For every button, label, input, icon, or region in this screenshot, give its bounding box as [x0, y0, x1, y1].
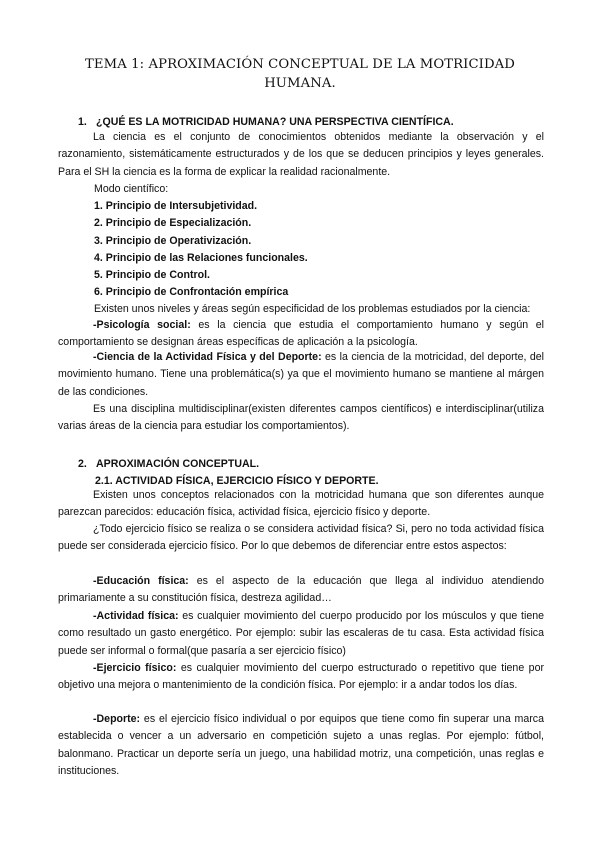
- section-1-heading: [78, 116, 454, 128]
- paragraph-educacion-fisica: -Educación física: es el aspecto de la educación que llega al individuo atendiendo primariamente a su constitución física, destreza agilidad…: [58, 575, 544, 605]
- principle-item: 1. Principio de Intersubjetividad.: [94, 200, 258, 212]
- principle-item: 5. Principio de Control.: [94, 269, 210, 281]
- principle-item: 2. Principio de Especialización.: [94, 217, 252, 229]
- section-2-heading: [78, 458, 259, 470]
- term-psicologia-social: -Psicología social:: [93, 319, 191, 331]
- principle-item: 3. Principio de Operativización.: [94, 235, 252, 247]
- modo-cientifico-label: Modo científico:: [94, 183, 169, 195]
- principle-item: 6. Principio de Confrontación empírica: [94, 286, 289, 298]
- paragraph-ciencia: La ciencia es el conjunto de conocimientos obtenidos mediante la observación y el razonamiento, sistemáticamente estructurados y de los que se deducen principios y leyes generales. Para el SH la ciencia es la forma de explicar la realidad racionalmente.: [58, 131, 544, 178]
- paragraph-actividad-fisica: -Actividad física: es cualquier movimiento del cuerpo producido por los músculos y que tiene como resultado un gasto energético. Por ejemplo: subir las escaleras de tu casa. Esta actividad física puede ser informal o formal(que pasaría a ser ejercicio físico): [58, 610, 544, 657]
- niveles-line: Existen unos niveles y áreas según especificidad de los problemas estudiados por la ciencia:: [94, 303, 531, 315]
- document-title: TEMA 1: APROXIMACIÓN CONCEPTUAL DE LA MOTRICIDAD HUMANA.: [85, 57, 515, 91]
- term-ejercicio-fisico: -Ejercicio físico:: [93, 662, 177, 674]
- paragraph-cafd: -Ciencia de la Actividad Física y del Deporte: es la ciencia de la motricidad, del deporte, del movimiento humano. Tiene una problemática(s) ya que el movimiento humano se mantiene al márgen de las condiciones.: [58, 351, 544, 398]
- term-deporte: -Deporte:: [93, 713, 141, 725]
- paragraph-deporte: -Deporte: es el ejercicio físico individual o por equipos que tiene como fin superar una marca establecida o vencer a un adversario en competición sujeto a unas reglas. Por ejemplo: fútbol, balonmano. Practicar un deporte sería un juego, una habilidad motriz, una competición, unas reglas e instituciones.: [58, 713, 544, 778]
- section-2-number: 2.: [78, 458, 87, 470]
- principle-item: 4. Principio de las Relaciones funcionales.: [94, 252, 308, 264]
- paragraph-conceptos: Existen unos conceptos relacionados con la motricidad humana que son diferentes aunque parezcan parecidos: educación física, actividad física, ejercicio físico y deporte.: [58, 489, 544, 519]
- section-1-number: 1.: [78, 116, 87, 128]
- paragraph-disciplina: Es una disciplina multidisciplinar(existen diferentes campos científicos) e interdisciplinar(utiliza varias áreas de la ciencia para estudiar los comportamientos).: [58, 403, 544, 433]
- subsection-2-1-heading: 2.1. ACTIVIDAD FÍSICA, EJERCICIO FÍSICO Y DEPORTE.: [95, 475, 379, 487]
- term-actividad-fisica: -Actividad física:: [93, 610, 179, 622]
- term-educacion-fisica: -Educación física:: [93, 575, 189, 587]
- paragraph-ejercicio-fisico: -Ejercicio físico: es cualquier movimiento del cuerpo estructurado o repetitivo que tiene por objetivo una mejora o mantenimiento de la condición física. Por ejemplo: ir a andar todos los días.: [58, 662, 544, 692]
- section-1-title: ¿QUÉ ES LA MOTRICIDAD HUMANA? UNA PERSPECTIVA CIENTÍFICA.: [96, 116, 454, 128]
- term-cafd: -Ciencia de la Actividad Física y del Deporte:: [93, 351, 322, 363]
- paragraph-psicologia-social: -Psicología social: es la ciencia que estudia el comportamiento humano y según el comportamiento se designan áreas específicas de aplicación a la psicología.: [58, 319, 544, 349]
- paragraph-pregunta: ¿Todo ejercicio físico se realiza o se considera actividad física? Si, pero no toda actividad física puede ser considerada ejercicio físico. Por lo que debemos de diferenciar entre estos aspectos:: [58, 523, 544, 553]
- section-2-title: APROXIMACIÓN CONCEPTUAL.: [96, 458, 260, 470]
